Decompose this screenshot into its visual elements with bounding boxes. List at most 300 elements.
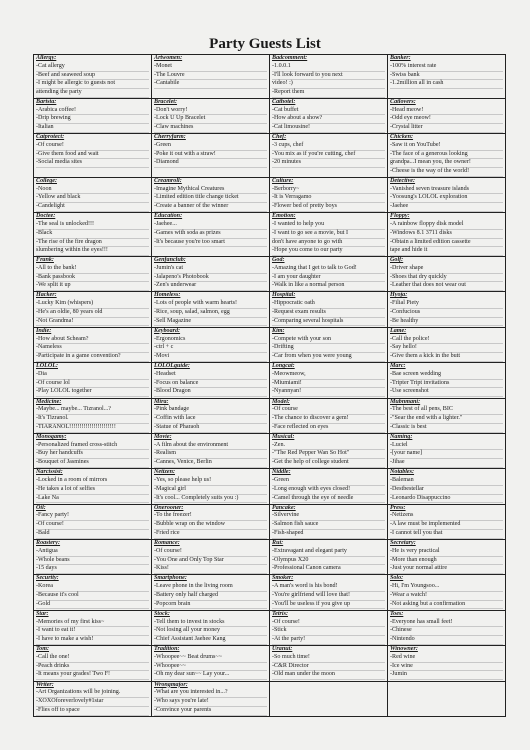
guest-name: Wrongmajor:: [154, 681, 188, 688]
guest-answer: -A law must be implemented: [390, 521, 503, 530]
guest-answer: -ctrl + c: [154, 344, 267, 353]
guest-answer: don't have anyone to go with: [272, 239, 385, 248]
guest-cell: [388, 540, 506, 575]
guest-answer: -The rise of the fire dragon: [36, 239, 149, 248]
guest-name: Golf:: [390, 257, 404, 264]
guest-answer: -I might be allergic to guests not: [36, 80, 149, 89]
guest-answer: -How about Scheam?: [36, 336, 149, 345]
guest-answer: -Berborry~: [272, 186, 385, 195]
guest-answer: -Games with soda as prizes: [154, 230, 267, 239]
guest-answer: -Of course: [272, 406, 385, 415]
guest-answer: -Whole beans: [36, 557, 149, 566]
guest-cell: [388, 178, 506, 213]
guest-cell: [270, 178, 388, 213]
guest-answer: -Sell Magazine: [154, 318, 267, 327]
guest-answer: -Salmon fish sauce: [272, 521, 385, 530]
guest-answer: -Give them a kick in the butt: [390, 353, 503, 362]
guest-cell: [270, 434, 388, 469]
guest-answer: -Peach drinks: [36, 663, 149, 672]
guest-answer: -Camel through the eye of needle: [272, 495, 385, 504]
guest-table: [33, 54, 506, 717]
guest-answer: -Lake Na: [36, 495, 149, 504]
guest-answer: -It's cool... Completely suits you :): [154, 495, 267, 504]
guest-name: College:: [36, 177, 57, 184]
guest-answer: -Beef and seaweed soup: [36, 72, 149, 81]
guest-cell: [34, 363, 152, 398]
guest-answer: -A film about the environment: [154, 442, 267, 451]
guest-answer: -Swiss bank: [390, 72, 503, 81]
guest-name: Emotion:: [272, 213, 296, 220]
guest-answer: -Long enough with eyes closed!: [272, 486, 385, 495]
guest-answer: -Gold: [36, 601, 149, 610]
guest-answer: -You're girlfriend will love that!: [272, 592, 385, 601]
guest-answer: -Italian: [36, 124, 149, 133]
guest-answer: -Diamond: [154, 159, 267, 168]
guest-answer: -Red wine: [390, 654, 503, 663]
guest-answer: -Rice, soup, salad, salmon, egg: [154, 309, 267, 318]
guest-answer: -Be healthy: [390, 318, 503, 327]
guest-name: Naming:: [390, 433, 413, 440]
guest-answer: -Chinese: [390, 627, 503, 636]
guest-answer: -Statue of Pharaoh: [154, 424, 267, 433]
guest-answer: -It's because you're too smart: [154, 239, 267, 248]
guest-name: LOLOLguide:: [154, 363, 190, 370]
guest-cell: [388, 646, 506, 681]
guest-answer: -Confucious: [390, 309, 503, 318]
guest-answer: -Jihae: [390, 459, 503, 468]
guest-answer: -Realism: [154, 450, 267, 459]
guest-answer: -Of course!: [36, 142, 149, 151]
guest-answer: slumbering within the eyes!!!: [36, 247, 149, 256]
guest-name: Chef:: [272, 134, 287, 141]
guest-answer: -Hi, I'm Youngsoo...: [390, 583, 503, 592]
guest-answer: -Because it's cool: [36, 592, 149, 601]
guest-answer: -To the freezer!: [154, 512, 267, 521]
guest-answer: -Shoes that dry quickly: [390, 274, 503, 283]
guest-answer: -Compete with your son: [272, 336, 385, 345]
guest-answer: -Leave phone in the living room: [154, 583, 267, 592]
guest-answer: -I cannot tell you that: [390, 530, 503, 539]
guest-answer: -Memories of my first kiss~: [36, 619, 149, 628]
guest-answer: -Claw machines: [154, 124, 267, 133]
guest-answer: -We split it up: [36, 282, 149, 291]
guest-answer: -A rainbow floppy disk model: [390, 221, 503, 230]
guest-cell: [388, 99, 506, 134]
guest-answer: -Jaehee: [390, 203, 503, 212]
guest-cell: [34, 434, 152, 469]
guest-answer: -Cannes, Venice, Berlin: [154, 459, 267, 468]
guest-cell: [152, 292, 270, 327]
guest-cell: [270, 682, 388, 717]
guest-cell: [270, 328, 388, 363]
guest-answer: -It's Tizranol.: [36, 415, 149, 424]
guest-answer: -Wear a watch!: [390, 592, 503, 601]
guest-cell: [152, 505, 270, 540]
guest-answer: -Hope you come to our party: [272, 247, 385, 256]
guest-cell: [34, 292, 152, 327]
guest-answer: -Call the one!: [36, 654, 149, 663]
guest-name: Catlovers:: [390, 98, 416, 105]
guest-name: Secretary:: [390, 540, 416, 547]
guest-answer: -Whoopee~~: [154, 663, 267, 672]
page-title: Party Guests List: [209, 36, 321, 52]
guest-name: Lame:: [390, 327, 407, 334]
guest-answer: -Professional Canon camera: [272, 565, 385, 574]
guest-name: Chicken:: [390, 134, 414, 141]
guest-name: Security:: [36, 575, 59, 582]
guest-name: Writer:: [36, 681, 54, 688]
guest-answer: -Korea: [36, 583, 149, 592]
guest-answer: video! :): [272, 80, 385, 89]
guest-cell: [388, 134, 506, 178]
guest-answer: -Lots of people with warm hearts!: [154, 300, 267, 309]
guest-answer: -Cat limousine!: [272, 124, 385, 133]
guest-name: Mira:: [154, 398, 169, 405]
guest-answer: -Not asking but a confirmation: [390, 601, 503, 610]
guest-answer: -Monet: [154, 63, 267, 72]
guest-answer: -Crystal litter: [390, 124, 503, 133]
guest-answer: -Face reflected on eyes: [272, 424, 385, 433]
guest-name: Winowner:: [390, 646, 418, 653]
guest-answer: -Of course!: [272, 619, 385, 628]
guest-name: Model:: [272, 398, 290, 405]
guest-name: Creamroll:: [154, 177, 182, 184]
guest-cell: [152, 99, 270, 134]
guest-answer: -20 minutes: [272, 159, 385, 168]
guest-answer: -Flies off to space: [36, 707, 149, 716]
guest-answer: -Participate in a game convention?: [36, 353, 149, 362]
guest-name: Doctee:: [36, 213, 56, 220]
guest-answer: -Arabica coffee!: [36, 107, 149, 116]
guest-answer: -1.0.0.1: [272, 63, 385, 72]
guest-name: Marc:: [390, 363, 406, 370]
guest-answer: -Jalapeno's Photobook: [154, 274, 267, 283]
guest-cell: [388, 434, 506, 469]
guest-answer: -Not losing all your money: [154, 627, 267, 636]
guest-answer: -Driver shape: [390, 265, 503, 274]
guest-cell: [152, 213, 270, 257]
guest-cell: [388, 292, 506, 327]
guest-answer: -Saw it on YouTube!: [390, 142, 503, 151]
guest-name: Indie:: [36, 327, 52, 334]
guest-cell: [388, 575, 506, 610]
guest-cell: [34, 328, 152, 363]
guest-name: Pancake:: [272, 504, 296, 511]
guest-name: Tradition:: [154, 646, 180, 653]
guest-answer: -Black: [36, 230, 149, 239]
guest-answer: -Tell them to invest in stocks: [154, 619, 267, 628]
guest-answer: -Ice wine: [390, 663, 503, 672]
guest-cell: [34, 99, 152, 134]
guest-answer: -Focus on balance: [154, 380, 267, 389]
guest-answer: -Get the help of college student: [272, 459, 385, 468]
guest-answer: -So much time!: [272, 654, 385, 663]
guest-answer: -Antigua: [36, 548, 149, 557]
guest-name: Rui:: [272, 540, 284, 547]
guest-answer: -I want to go see a movie, but I: [272, 230, 385, 239]
guest-answer: -Art Organizations will be joining.: [36, 689, 149, 698]
guest-answer: -Give them food and wait: [36, 151, 149, 160]
guest-answer: -Jumin's cat: [154, 265, 267, 274]
guest-answer: -Headset: [154, 371, 267, 380]
guest-cell: [270, 646, 388, 681]
guest-name: Cherryfarm:: [154, 134, 186, 141]
guest-answer: -Cantabile: [154, 80, 267, 89]
guest-answer: -15 days: [36, 565, 149, 574]
guest-cell: [34, 213, 152, 257]
guest-cell: [152, 469, 270, 504]
guest-cell: [34, 540, 152, 575]
guest-answer: -Limited edition title change ticket: [154, 194, 267, 203]
guest-answer: -More than enough: [390, 557, 503, 566]
guest-answer: -Blood Dragon: [154, 388, 267, 397]
guest-name: Genfanclub:: [154, 257, 186, 264]
guest-answer: -Leather that does not wear out: [390, 282, 503, 291]
guest-answer: -Nameless: [36, 344, 149, 353]
guest-answer: -100% interest rate: [390, 63, 503, 72]
guest-answer: -Lock U Up Bracelet: [154, 115, 267, 124]
guest-name: LOLOL:: [36, 363, 58, 370]
guest-name: Smoker:: [272, 575, 294, 582]
guest-answer: -TIARANOL!!!!!!!!!!!!!!!!!!!!!!!: [36, 424, 149, 433]
guest-cell: [270, 257, 388, 292]
guest-answer: -Of course!: [36, 521, 149, 530]
guest-name: Hyoja:: [390, 292, 408, 299]
guest-answer: -Yes, so please help us!: [154, 477, 267, 486]
guest-answer: -XOXOforeverlovely#1star: [36, 698, 149, 707]
guest-name: Mubnmani:: [390, 398, 421, 405]
guest-name: Musical:: [272, 433, 295, 440]
guest-answer: -Noon: [36, 186, 149, 195]
guest-answer: -Yellow and black: [36, 194, 149, 203]
guest-name: Onerooner:: [154, 504, 184, 511]
guest-answer: -Bubble wrap on the window: [154, 521, 267, 530]
guest-name: Banker:: [390, 55, 411, 61]
guest-cell: [152, 434, 270, 469]
guest-cell: [34, 469, 152, 504]
guest-name: Bracelet:: [154, 98, 178, 105]
guest-answer: -The chance to discover a gem!: [272, 415, 385, 424]
guest-answer: -Green: [272, 477, 385, 486]
guest-cell: [152, 134, 270, 178]
guest-answer: -Convince your parents: [154, 707, 267, 716]
guest-answer: -Who says you're late!: [154, 698, 267, 707]
guest-answer: -Silvervine: [272, 512, 385, 521]
guest-name: Barista:: [36, 98, 57, 105]
guest-name: Press:: [390, 504, 406, 511]
guest-name: Stock:: [154, 610, 170, 617]
guest-cell: [388, 682, 506, 717]
guest-answer: -I wanted to help you: [272, 221, 385, 230]
guest-answer: -Popcorn brain: [154, 601, 267, 610]
guest-name: Solo:: [390, 575, 404, 582]
guest-cell: [152, 328, 270, 363]
guest-answer: -Kiss!: [154, 565, 267, 574]
guest-answer: -Head meow!: [390, 107, 503, 116]
guest-name: Homeless:: [154, 292, 181, 299]
guest-cell: [270, 399, 388, 434]
guest-answer: -Lucky Kim (whispers): [36, 300, 149, 309]
guest-answer: -Cat allergy: [36, 63, 149, 72]
guest-answer: -I'll look forward to you next: [272, 72, 385, 81]
guest-cell: [34, 399, 152, 434]
guest-name: Star:: [36, 610, 49, 617]
guest-answer: -Of course lol: [36, 380, 149, 389]
guest-name: Catprotect:: [36, 134, 65, 141]
guest-answer: -Bald: [36, 530, 149, 539]
guest-answer: -Zen's underwear: [154, 282, 267, 291]
guest-answer: -Drip brewing: [36, 115, 149, 124]
guest-answer: -Just your normal attire: [390, 565, 503, 574]
guest-answer: -Destbestellar: [390, 486, 503, 495]
guest-answer: -Miumiami!: [272, 380, 385, 389]
guest-answer: -Odd eye meow!: [390, 115, 503, 124]
guest-answer: -Ergonomics: [154, 336, 267, 345]
guest-answer: -Fried rice: [154, 530, 267, 539]
guest-answer: -Vanished seven treasure islands: [390, 186, 503, 195]
guest-name: Floppy:: [390, 213, 410, 220]
guest-answer: -A man's word is his bond!: [272, 583, 385, 592]
guest-answer: -Baleman: [390, 477, 503, 486]
guest-answer: -Fancy party!: [36, 512, 149, 521]
guest-answer: -Whoopee~~ Beat drums~~: [154, 654, 267, 663]
guest-cell: [388, 611, 506, 646]
guest-cell: [270, 134, 388, 178]
guest-answer: -You mix as if you're cutting, chef: [272, 151, 385, 160]
guest-name: Artwomen:: [154, 55, 183, 61]
guest-answer: -1.2million all in cash: [390, 80, 503, 89]
guest-cell: [270, 292, 388, 327]
guest-answer: -He is very practical: [390, 548, 503, 557]
guest-cell: [34, 505, 152, 540]
guest-cell: [152, 611, 270, 646]
guest-cell: [270, 611, 388, 646]
guest-answer: -Report them: [272, 89, 385, 98]
guest-name: Hacker:: [36, 292, 57, 299]
guest-name: Medicine:: [36, 398, 62, 405]
guest-cell: [270, 99, 388, 134]
guest-answer: -The best of all pens, BIC: [390, 406, 503, 415]
guest-answer: -Chief Assistant Jaehee Kang: [154, 636, 267, 645]
guest-cell: [34, 682, 152, 717]
guest-cell: [270, 469, 388, 504]
guest-answer: -Maybe... maybe... Tizranol...?: [36, 406, 149, 415]
guest-cell: [388, 363, 506, 398]
guest-name: Oil:: [36, 504, 46, 511]
guest-answer: -Windows 8.1 3711 disks: [390, 230, 503, 239]
guest-cell: [34, 178, 152, 213]
guest-answer: -The Louvre: [154, 72, 267, 81]
guest-answer: -Use screenshot: [390, 388, 503, 397]
guest-answer: -Personalized framed cross-stitch: [36, 442, 149, 451]
guest-answer: -Green: [154, 142, 267, 151]
guest-answer: -Luciel: [390, 442, 503, 451]
guest-cell: [270, 540, 388, 575]
guest-answer: -Classic is best: [390, 424, 503, 433]
guest-answer: -Jaehee...: [154, 221, 267, 230]
guest-answer: -Candelight: [36, 203, 149, 212]
guest-answer: -Nintendo: [390, 636, 503, 645]
guest-name: Niddle:: [272, 469, 291, 476]
guest-answer: -Stick: [272, 627, 385, 636]
guest-answer: -How about a show?: [272, 115, 385, 124]
guest-name: Uranui:: [272, 646, 293, 653]
guest-name: Toes:: [390, 610, 404, 617]
guest-answer: -Magical girl: [154, 486, 267, 495]
guest-answer: -Movi: [154, 353, 267, 362]
guest-name: Smartphone:: [154, 575, 187, 582]
guest-answer: -Locked in a room of mirrors: [36, 477, 149, 486]
guest-cell: [388, 55, 506, 99]
guest-cell: [34, 55, 152, 99]
guest-answer: -"Sear the end with a lighter.": [390, 415, 503, 424]
guest-answer: -It means your grades! Two F!: [36, 671, 149, 680]
guest-name: Cathotel:: [272, 98, 296, 105]
guest-name: Romance:: [154, 540, 180, 547]
guest-answer: -Old man under the moon: [272, 671, 385, 680]
guest-cell: [270, 363, 388, 398]
guest-answer: -Request exam results: [272, 309, 385, 318]
guest-answer: -The seal is unlocked!!!: [36, 221, 149, 230]
guest-name: Monogamy:: [36, 433, 67, 440]
guest-name: Badcomment:: [272, 55, 308, 61]
guest-answer: -Buy her handcuffs: [36, 450, 149, 459]
guest-answer: -Cheese is the way of the world!: [390, 168, 503, 177]
guest-answer: -Meowmeow,: [272, 371, 385, 380]
guest-answer: -What are you interested in...?: [154, 689, 267, 698]
guest-answer: -Drifting: [272, 344, 385, 353]
guest-answer: -Coffin with lace: [154, 415, 267, 424]
guest-name: Notables:: [390, 469, 415, 476]
guest-answer: -Everyone has small feet!: [390, 619, 503, 628]
guest-answer: grandpa...I mean you, the owner!: [390, 159, 503, 168]
guest-name: Culture:: [272, 177, 294, 184]
guest-answer: -The face of a generous looking: [390, 151, 503, 160]
guest-answer: attending the party: [36, 89, 149, 98]
guest-answer: -Jumin: [390, 671, 503, 680]
guest-answer: -Not Grandma!: [36, 318, 149, 327]
guest-answer: -I have to make a wish!: [36, 636, 149, 645]
guest-name: Kim:: [272, 327, 285, 334]
guest-answer: -Oh my dear sun~~ Lay your...: [154, 671, 267, 680]
guest-cell: [152, 257, 270, 292]
guest-answer: -[your name]: [390, 450, 503, 459]
guest-answer: -Cat buffet: [272, 107, 385, 116]
guest-answer: -Create a banner of the winner: [154, 203, 267, 212]
guest-answer: -You'll be useless if you give up: [272, 601, 385, 610]
guest-answer: -Extravagant and elegant party: [272, 548, 385, 557]
guest-answer: -Car from when you were young: [272, 353, 385, 362]
guest-answer: -Tripter Tript invitations: [390, 380, 503, 389]
guest-name: Hospital:: [272, 292, 296, 299]
guest-name: Keyboard:: [154, 327, 181, 334]
guest-answer: -Pink bandage: [154, 406, 267, 415]
guest-cell: [388, 328, 506, 363]
guest-name: Longcat:: [272, 363, 295, 370]
guest-name: Roastery:: [36, 540, 61, 547]
guest-answer: -Battery only half charged: [154, 592, 267, 601]
guest-name: Detective:: [390, 177, 416, 184]
guest-cell: [152, 363, 270, 398]
guest-answer: -Filial Piety: [390, 300, 503, 309]
guest-answer: -"The Red Pepper Wan So Hot": [272, 450, 385, 459]
guest-answer: -Olympus X20: [272, 557, 385, 566]
guest-cell: [388, 505, 506, 540]
guest-name: God:: [272, 257, 285, 264]
guest-cell: [34, 134, 152, 178]
guest-answer: -Obtain a limited edition cassette: [390, 239, 503, 248]
guest-cell: [388, 399, 506, 434]
